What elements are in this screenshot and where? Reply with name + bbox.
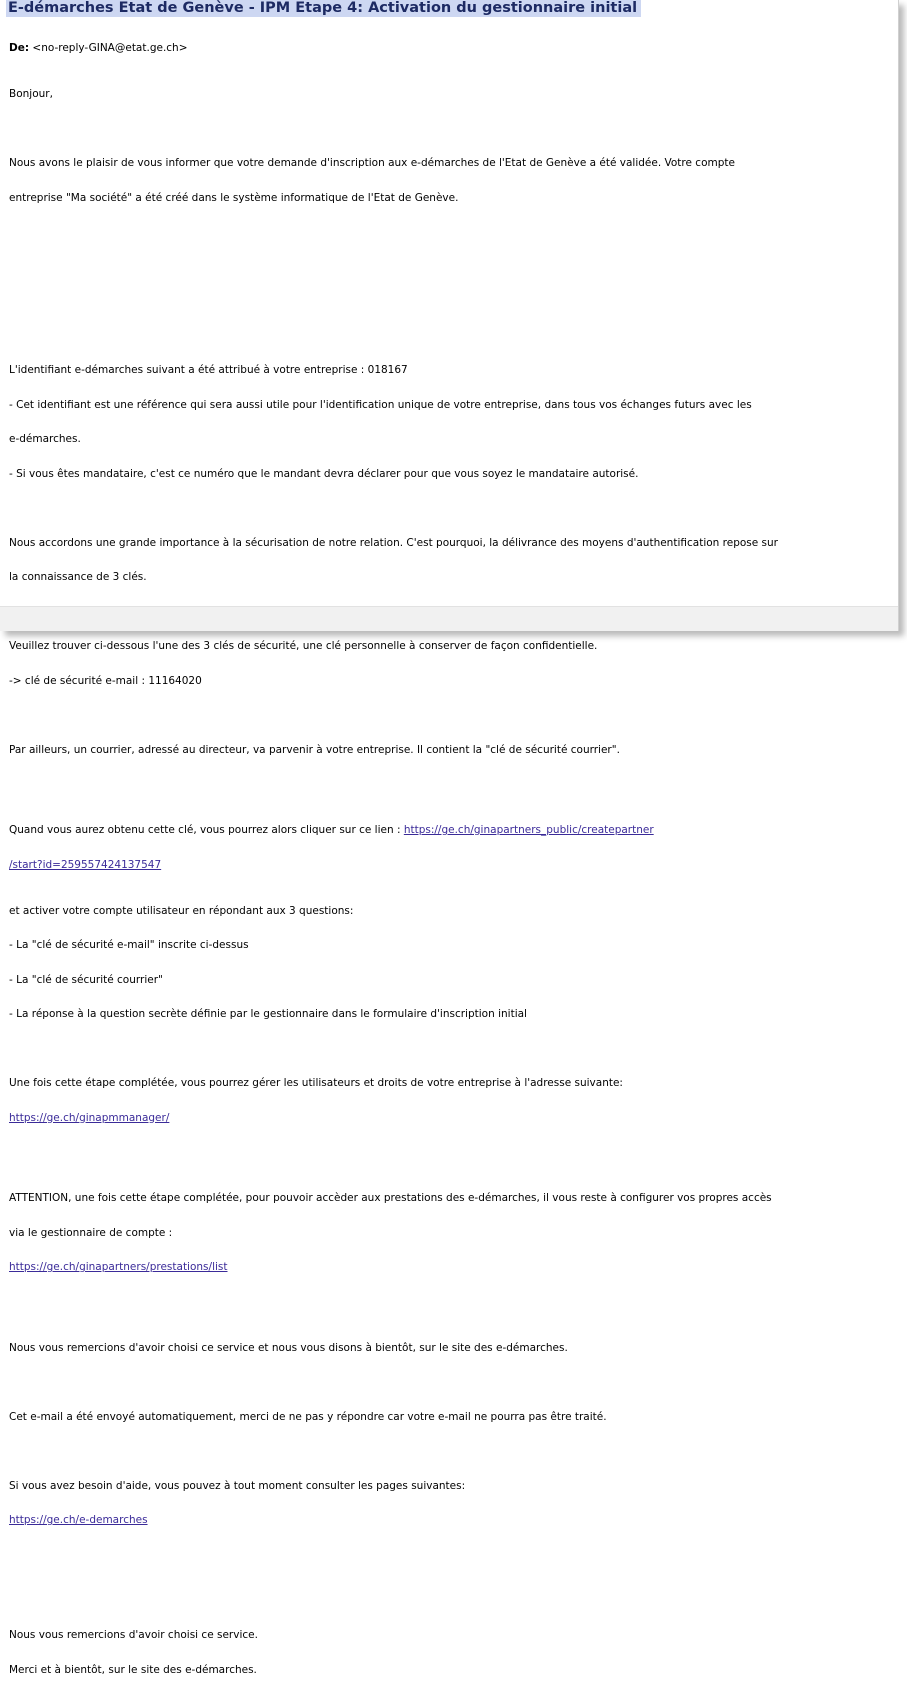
body-line: et activer votre compte utilisateur en répondant aux 3 questions: bbox=[9, 904, 354, 917]
body-line bbox=[9, 331, 889, 343]
createpartner-link-continued[interactable]: /start?id=259557424137547 bbox=[9, 858, 162, 871]
from-address: <no-reply-GINA@etat.ge.ch> bbox=[32, 42, 188, 54]
body-line bbox=[9, 227, 889, 239]
body-line: L'identifiant e-démarches suivant a été attribué à votre entreprise : 018167 bbox=[9, 364, 408, 376]
footer-band bbox=[0, 606, 898, 631]
body-line: -> clé de sécurité e-mail : 11164020 bbox=[9, 674, 202, 687]
body-line: Cet e-mail a été envoyé automatiquement, merci de ne pas y répondre car votre e-mail ne pourra pas être traité. bbox=[9, 1410, 607, 1423]
body-line-text: Quand vous aurez obtenu cette clé, vous pourrez alors cliquer sur ce lien : bbox=[9, 824, 404, 836]
body-line: - La "clé de sécurité e-mail" inscrite ci-dessus bbox=[9, 939, 249, 951]
body-line: - Si vous êtes mandataire, c'est ce numéro que le mandant devra déclarer pour que vous soyez le mandataire autorisé. bbox=[9, 467, 639, 480]
body-line bbox=[9, 710, 889, 722]
body-line: - Cet identifiant est une référence qui sera aussi utile pour l'identification unique de votre entreprise, dans tous vos échanges futurs avec les bbox=[9, 398, 752, 411]
from-line bbox=[9, 43, 889, 55]
body-line bbox=[9, 1446, 889, 1458]
body-line: - La "clé de sécurité courrier" bbox=[9, 973, 163, 986]
body-line bbox=[9, 1561, 889, 1573]
body-line: la connaissance de 3 clés. bbox=[9, 571, 147, 583]
edemarches-link[interactable]: https://ge.ch/e-demarches bbox=[9, 1514, 148, 1526]
body-line-with-link bbox=[9, 1515, 889, 1527]
body-line: - La réponse à la question secrète définie par le gestionnaire dans le formulaire d'inscription initial bbox=[9, 1008, 527, 1020]
createpartner-link[interactable]: https://ge.ch/ginapartners_public/createpartner bbox=[403, 824, 654, 836]
body-line-with-link bbox=[9, 825, 889, 837]
body-line bbox=[9, 1377, 889, 1389]
body-line: Si vous avez besoin d'aide, vous pouvez à tout moment consulter les pages suivantes: bbox=[9, 1479, 466, 1492]
body-line-with-link bbox=[9, 1262, 889, 1274]
manager-link[interactable]: https://ge.ch/ginapmmanager/ bbox=[9, 1111, 170, 1124]
body-line-with-link bbox=[9, 1113, 889, 1125]
body-line: Nous vous remercions d'avoir choisi ce service et nous vous disons à bientôt, sur le site des e-démarches. bbox=[9, 1341, 568, 1354]
body-line bbox=[9, 296, 889, 308]
body-line bbox=[9, 1044, 889, 1056]
body-line: Nous accordons une grande importance à la sécurisation de notre relation. C'est pourquoi, la délivrance des moyens d'authentification repose sur bbox=[9, 536, 778, 549]
body-line bbox=[9, 262, 889, 274]
body-line bbox=[9, 503, 889, 515]
body-line-with-link bbox=[9, 860, 889, 872]
body-line: ATTENTION, une fois cette étape complétée, pour pouvoir accèder aux prestations des e-démarches, il vous reste à configurer vos propres accès bbox=[9, 1192, 772, 1204]
body-line: Une fois cette étape complétée, vous pourrez gérer les utilisateurs et droits de votre entreprise à l'adresse suivante: bbox=[9, 1077, 623, 1089]
body-line: Bonjour, bbox=[9, 88, 53, 100]
body-line: Merci et à bientôt, sur le site des e-démarches. bbox=[9, 1663, 257, 1676]
body-line: Nous vous remercions d'avoir choisi ce service. bbox=[9, 1629, 258, 1641]
body-line bbox=[9, 779, 889, 791]
body-line: e-démarches. bbox=[9, 433, 81, 445]
body-line: Nous avons le plaisir de vous informer que votre demande d'inscription aux e-démarches de l'Etat de Genève a été validée. Votre compte bbox=[9, 157, 735, 169]
from-label: De: bbox=[9, 42, 30, 54]
body-line: via le gestionnaire de compte : bbox=[9, 1226, 173, 1239]
email-body bbox=[9, 20, 889, 1699]
body-line bbox=[9, 1596, 889, 1608]
body-line bbox=[9, 1159, 889, 1171]
body-line: entreprise "Ma société" a été créé dans le système informatique de l'Etat de Genève. bbox=[9, 191, 459, 204]
body-line bbox=[9, 124, 889, 136]
prestations-link[interactable]: https://ge.ch/ginapartners/prestations/list bbox=[9, 1261, 228, 1273]
body-line: Veuillez trouver ci-dessous l'une des 3 clés de sécurité, une clé personnelle à conserver de façon confidentielle. bbox=[9, 640, 598, 652]
body-line bbox=[9, 1308, 889, 1320]
email-subject: E-démarches Etat de Genève - IPM Etape 4: Activation du gestionnaire initial bbox=[6, 0, 641, 17]
body-line: Par ailleurs, un courrier, adressé au directeur, va parvenir à votre entreprise. Il contient la "clé de sécurité courrier". bbox=[9, 743, 620, 756]
